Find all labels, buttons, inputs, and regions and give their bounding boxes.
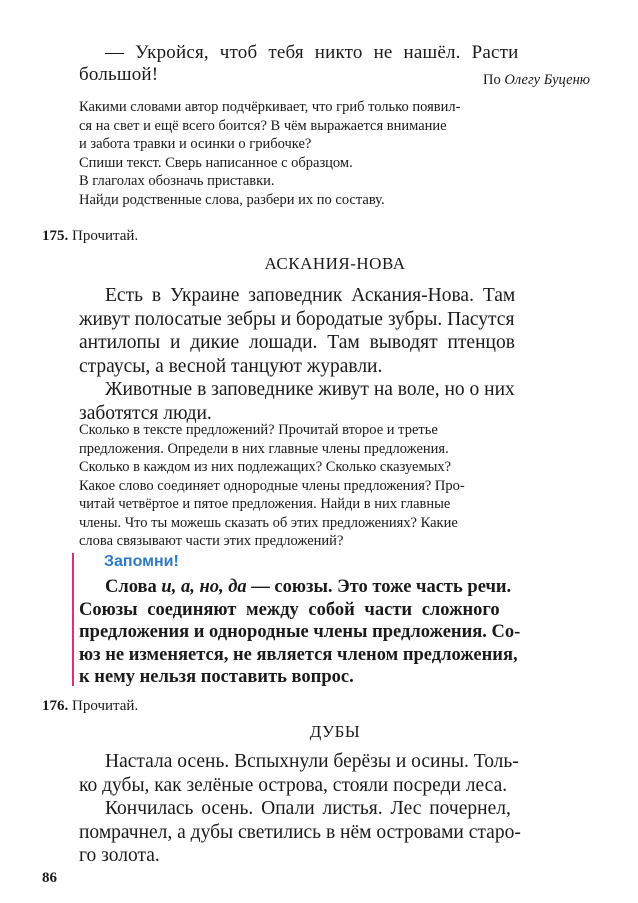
page-number: 86 [42, 870, 57, 886]
exercise-instruction: Прочитай. [72, 228, 139, 244]
rule-line [79, 576, 591, 599]
rule-line: к нему нельзя поставить вопрос. [79, 667, 354, 687]
story-questions [79, 98, 591, 209]
text-line: живут полосатые зебры и бородатые зубры. Пасутся [79, 308, 515, 330]
story-line: большой! [79, 64, 159, 85]
exercise-175-header [42, 226, 138, 246]
author-name: Олегу Буценю [504, 72, 590, 88]
text-line: Кончилась осень. Опали листья. Лес почернел, [105, 798, 511, 819]
text-line: Есть в Украине заповедник Аскания-Нова. Там [105, 285, 516, 306]
question-line: Найди родственные слова, разбери их по составу. [79, 191, 385, 208]
remember-rule [79, 576, 591, 689]
rule-line: Союзы соединяют между собой части сложного [79, 599, 500, 620]
rule-prefix: Слова [105, 577, 162, 597]
rule-suffix: — союзы. Это тоже часть речи. [246, 577, 512, 597]
rule-line: юз не изменяется, не является членом предложения, [79, 644, 518, 665]
question-line: слова связывают части этих предложений? [79, 533, 344, 549]
question-line: и забота травки и осинки о грибочке? [79, 136, 312, 152]
question-line: Какое слово соединяет однородные члены предложения? Про- [79, 477, 465, 494]
question-line: члены. Что ты можешь сказать об этих предложениях? Какие [79, 514, 458, 531]
exercise-number: 175. [42, 228, 69, 244]
exercise-176-text [79, 750, 591, 868]
text-line: Настала осень. Вспыхнули берёзы и осины. Толь- [105, 751, 519, 772]
story-line: — Укройся, чтоб тебя никто не нашёл. Расти [105, 42, 519, 63]
exercise-175-title: АСКАНИЯ-НОВА [264, 254, 406, 273]
text-line: заботятся люди. [79, 402, 212, 424]
text-line: ко дубы, как зелёные острова, стояли посреди леса. [79, 774, 508, 796]
question-line: ся на свет и ещё всего боится? В чём выражается внимание [79, 117, 447, 134]
question-line: Сколько в каждом из них подлежащих? Сколько сказуемых? [79, 459, 452, 475]
exercise-176-header [42, 696, 138, 716]
text-line: антилопы и дикие лошади. Там выводят птенцов [79, 332, 515, 353]
exercise-number: 176. [42, 698, 69, 714]
remember-heading: Запомни! [104, 553, 179, 570]
author-prefix: По [483, 72, 501, 88]
text-line: го золота. [79, 845, 160, 866]
text-line: Животные в заповеднике живут на воле, но о них [105, 379, 515, 400]
question-line: Какими словами автор подчёркивает, что гриб только появил- [79, 99, 461, 115]
text-line: помрачнел, а дубы светились в нём островами старо- [79, 821, 521, 843]
question-line: Сколько в тексте предложений? Прочитай второе и третье [79, 422, 438, 438]
question-line: предложения. Определи в них главные члены предложения. [79, 440, 449, 457]
text-line: страусы, а весной танцуют журавли. [79, 355, 383, 377]
question-line: В глаголах обозначь приставки. [79, 173, 275, 189]
remember-accent-bar [72, 553, 74, 686]
exercise-175-questions [79, 421, 591, 551]
question-line: читай четвёртое и пятое предложения. Найди в них главные [79, 496, 451, 512]
exercise-175-text [79, 284, 591, 425]
rule-line: предложения и однородные члены предложения. Со- [79, 622, 521, 642]
question-line: Спиши текст. Сверь написанное с образцом. [79, 154, 353, 171]
story-author [330, 72, 590, 89]
exercise-instruction: Прочитай. [72, 698, 139, 714]
exercise-176-title: ДУБЫ [309, 722, 361, 741]
rule-conjunctions: и, а, но, да [161, 577, 247, 597]
